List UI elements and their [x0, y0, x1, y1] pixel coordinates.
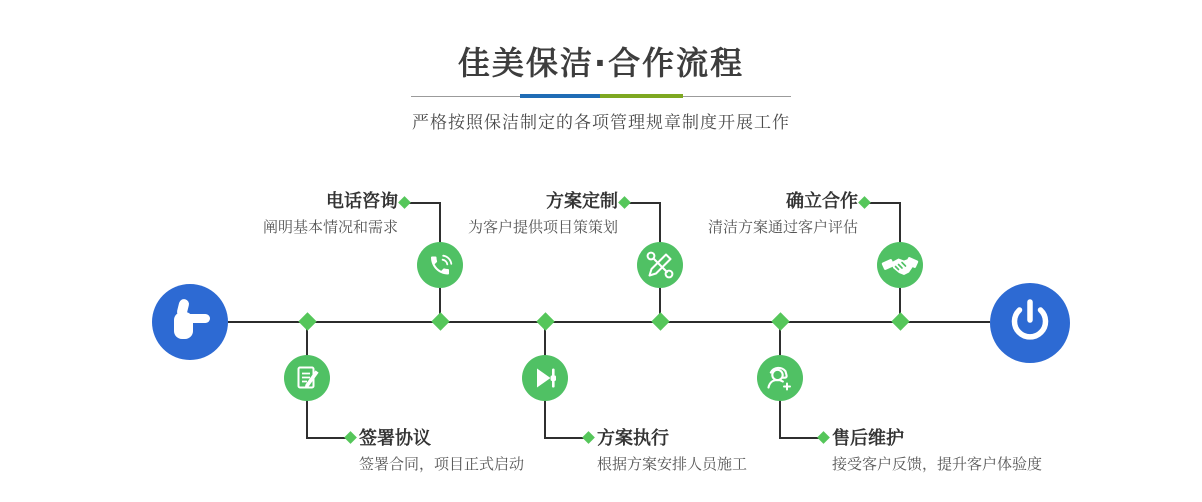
step-desc: 为客户提供项目策策划 [467, 218, 618, 236]
timeline-diamond [891, 312, 909, 330]
phone-call-icon [417, 242, 463, 288]
label-diamond [344, 431, 357, 444]
step-label-support [832, 426, 1042, 476]
step-title: 确立合作 [786, 191, 858, 212]
timeline-diamond [298, 312, 316, 330]
step-title: 方案执行 [597, 428, 669, 449]
end-node [990, 283, 1070, 363]
step-title: 电话咨询 [326, 191, 398, 212]
timeline [228, 321, 990, 323]
timeline-diamond [536, 312, 554, 330]
support-icon [757, 355, 803, 401]
divider-green-segment [600, 94, 683, 98]
execute-icon [522, 355, 568, 401]
step-title: 签署协议 [359, 428, 431, 449]
label-diamond [398, 196, 411, 209]
timeline-diamond [651, 312, 669, 330]
divider-blue-segment [520, 94, 600, 98]
label-diamond [817, 431, 830, 444]
page-title: 佳美保洁·合作流程 [457, 44, 745, 82]
contract-icon [284, 355, 330, 401]
label-diamond [858, 196, 871, 209]
step-node-handshake [877, 242, 923, 288]
handshake-icon [877, 242, 923, 288]
start-node [152, 284, 228, 360]
pointing-hand-icon [152, 284, 228, 360]
step-node-execute [522, 355, 568, 401]
step-node-support [757, 355, 803, 401]
timeline-diamond [771, 312, 789, 330]
power-icon [990, 283, 1070, 363]
design-tools-icon [637, 242, 683, 288]
step-node-phone [417, 242, 463, 288]
timeline-diamond [431, 312, 449, 330]
step-title: 售后维护 [832, 428, 904, 449]
label-diamond [582, 431, 595, 444]
step-desc: 接受客户反馈，提升客户体验度 [832, 455, 1043, 473]
title-divider [411, 94, 791, 99]
header [0, 38, 1202, 133]
page-subtitle: 严格按照保洁制定的各项管理规章制度开展工作 [412, 113, 790, 133]
step-desc: 阐明基本情况和需求 [262, 218, 398, 236]
step-label-contract [359, 426, 524, 476]
step-desc: 签署合同，项目正式启动 [359, 455, 525, 473]
label-diamond [618, 196, 631, 209]
step-node-design [637, 242, 683, 288]
step-label-cooperate [708, 189, 858, 239]
step-label-design [468, 189, 618, 239]
step-title: 方案定制 [546, 191, 618, 212]
step-label-execute [597, 426, 747, 476]
step-node-contract [284, 355, 330, 401]
step-desc: 清洁方案通过客户评估 [707, 218, 858, 236]
step-desc: 根据方案安排人员施工 [597, 455, 748, 473]
step-label-phone [263, 189, 398, 239]
